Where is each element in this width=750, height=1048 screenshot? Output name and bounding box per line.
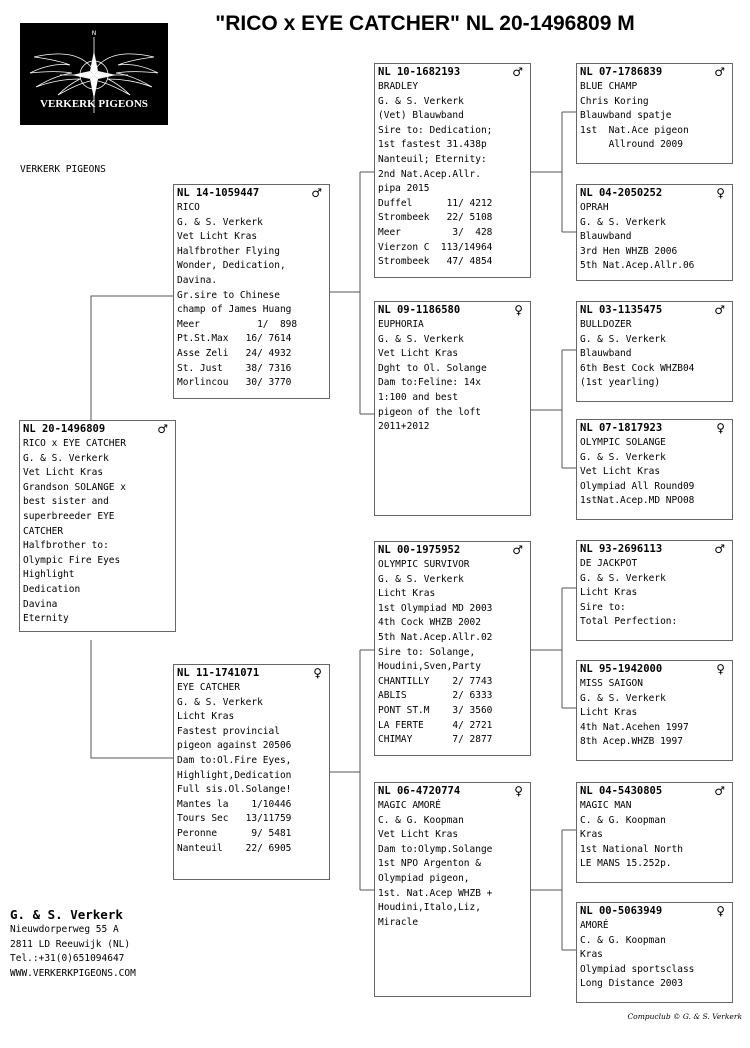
card-line: Licht Kras [177,711,235,723]
card-line: Highlight,Dedication [177,769,292,781]
card-line: G. & S. Verkerk [580,216,666,228]
card-line: G. & S. Verkerk [378,95,464,107]
card-line: St. Just 38/ 7316 [177,362,292,374]
card-line: Dam to:Olymp.Solange [378,843,493,855]
card-line: BLUE CHAMP [580,81,638,92]
card-line: Allround 2009 [580,139,683,151]
pigeon-card-sire [173,184,330,399]
male-icon: ♂ [714,303,725,317]
address-city: 2811 LD Reeuwijk (NL) [10,938,131,950]
card-line: Sire to: Solange, [378,646,476,658]
card-line: Dedication [23,583,81,595]
card-line: Duffel 11/ 4212 [378,197,493,209]
address-street: Nieuwdorperweg 55 A [10,924,119,935]
male-icon: ♂ [512,543,523,557]
female-icon: ♀ [716,662,725,676]
page-title: "RICO x EYE CATCHER" NL 20-1496809 M [215,12,635,35]
male-icon: ♂ [157,422,168,436]
card-line: Peronne 9/ 5481 [177,827,292,839]
card-line: Halfbrother to: [23,540,109,552]
card-line: C. & G. Koopman [580,814,666,826]
pigeon-card-dam [173,664,330,880]
card-line: Vet Licht Kras [378,829,459,841]
pigeon-card-dds [576,782,733,883]
card-line: EUPHORIA [378,319,424,330]
card-line: Olympiad sportsclass [580,963,695,975]
card-line: Long Distance 2003 [580,978,683,990]
card-line: Dght to Ol. Solange [378,362,487,374]
card-line: Licht Kras [580,587,638,599]
card-line: Eternity [23,613,69,625]
card-line: PONT ST.M 3/ 3560 [378,704,493,716]
female-icon: ♀ [716,904,725,918]
card-line: CHANTILLY 2/ 7743 [378,675,493,687]
card-line: G. & S. Verkerk [177,216,263,228]
card-line: Sire to: [580,601,626,613]
card-line: Strombeek 47/ 4854 [378,256,493,268]
card-line: 1st fastest 31.438p [378,139,487,151]
card-line: G. & S. Verkerk [580,333,666,345]
card-line: Nanteuil 22/ 6905 [177,842,292,854]
card-line: 2011+2012 [378,421,430,433]
card-line: MISS SAIGON [580,678,643,689]
svg-text:N: N [91,30,97,37]
card-line: Halfbrother Flying [177,245,280,257]
card-line: Blauwband spatje [580,110,672,122]
pigeon-card-sdd [576,419,733,520]
card-line: pigeon against 20506 [177,740,292,752]
card-line: 1:100 and best [378,391,459,403]
pigeon-card-dss [576,540,733,641]
card-line: LE MANS 15.252p. [580,858,672,870]
card-line: G. & S. Verkerk [580,572,666,584]
card-line: EYE CATCHER [177,682,240,693]
ring-number: NL 04-2050252 [580,187,663,199]
male-icon: ♂ [714,65,725,79]
card-line: Nanteuil; Eternity: [378,153,487,165]
card-line: MAGIC AMORÉ [378,800,441,811]
card-line: Sire to: Dedication; [378,124,493,136]
male-icon: ♂ [512,65,523,79]
card-line: Strombeek 22/ 5108 [378,212,493,224]
card-line: 2nd Nat.Acep.Allr. [378,168,481,180]
card-line: Houdini,Italo,Liz, [378,902,481,914]
card-line: Vet Licht Kras [23,467,104,479]
address-block [10,906,136,981]
card-line: superbreeder EYE [23,510,115,522]
card-line: Grandson SOLANGE x [23,481,126,493]
loft-name: VERKERK PIGEONS [20,164,106,175]
card-line: 6th Best Cock WHZB04 [580,362,695,374]
card-line: Dam to:Feline: 14x [378,377,481,389]
card-line: 5th Nat.Acep.Allr.06 [580,260,695,272]
ring-number: NL 06-4720774 [378,785,461,797]
male-icon: ♂ [714,542,725,556]
pigeon-card-sss [576,63,733,164]
card-line: G. & S. Verkerk [378,333,464,345]
card-line: Asse Zeli 24/ 4932 [177,347,292,359]
card-line: MAGIC MAN [580,800,632,811]
ring-number: NL 14-1059447 [177,187,260,199]
card-line: Miracle [378,916,419,928]
card-line: G. & S. Verkerk [378,573,464,585]
pigeon-card-dd [374,782,531,997]
ring-number: NL 03-1135475 [580,304,663,316]
pigeon-card-ddd [576,902,733,1003]
pigeon-card-ssd [576,184,733,281]
pigeon-card-sd [374,301,531,516]
pigeon-card-sds [576,301,733,402]
card-line: BRADLEY [378,81,419,92]
pigeon-card-ds [374,541,531,756]
card-line: Licht Kras [580,707,638,719]
card-line: G. & S. Verkerk [580,692,666,704]
card-line: Tours Sec 13/11759 [177,813,292,825]
card-line: Meer 1/ 898 [177,318,298,330]
card-line: Meer 3/ 428 [378,226,493,238]
card-line: Vierzon C 113/14964 [378,241,493,253]
card-line: Pt.St.Max 16/ 7614 [177,333,292,345]
card-line: BULLDOZER [580,319,632,330]
card-line: Vet Licht Kras [580,466,661,478]
card-line: Fastest provincial [177,725,280,737]
card-line: Davina [23,598,58,610]
ring-number: NL 10-1682193 [378,66,461,78]
card-line: 1st NPO Argenton & [378,858,481,870]
card-line: 1st National North [580,843,683,855]
owner-name: G. & S. Verkerk [10,907,123,922]
card-line: Kras [580,949,603,961]
card-line: pigeon of the loft [378,406,481,418]
male-icon: ♂ [311,186,322,200]
card-line: OLYMPIC SOLANGE [580,437,666,448]
card-line: champ of James Huang [177,304,292,316]
card-line: G. & S. Verkerk [177,696,263,708]
pigeon-card-subject [19,420,176,632]
card-line: Licht Kras [378,588,436,600]
card-line: 5th Nat.Acep.Allr.02 [378,631,493,643]
card-line: (Vet) Blauwband [378,110,464,122]
card-line: 8th Acep.WHZB 1997 [580,736,683,748]
card-line: Davina. [177,274,218,286]
card-line: RICO x EYE CATCHER [23,438,126,449]
address-phone: Tel.:+31(0)651094647 [10,953,125,965]
card-line: Vet Licht Kras [177,231,258,243]
card-line: Olympiad All Round09 [580,480,695,492]
card-line: 4th Cock WHZB 2002 [378,617,481,629]
card-line: Kras [580,829,603,841]
ring-number: NL 20-1496809 [23,423,106,435]
card-line: 4th Nat.Acehen 1997 [580,721,689,733]
ring-number: NL 11-1741071 [177,667,260,679]
card-line: Blauwband [580,231,632,243]
card-line: Chris Koring [580,95,649,107]
card-line: OPRAH [580,202,609,213]
card-line: Gr.sire to Chinese [177,289,280,301]
card-line: Wonder, Dedication, [177,260,286,272]
female-icon: ♀ [514,303,523,317]
card-line: best sister and [23,496,109,508]
ring-number: NL 04-5430805 [580,785,663,797]
male-icon: ♂ [714,784,725,798]
card-line: G. & S. Verkerk [580,451,666,463]
female-icon: ♀ [313,666,322,680]
card-line: (1st yearling) [580,377,661,389]
card-line: Mantes la 1/10446 [177,798,292,810]
card-line: 1st Nat.Ace pigeon [580,124,689,136]
card-line: RICO [177,202,200,213]
card-line: Highlight [23,569,75,581]
card-line: DE JACKPOT [580,558,638,569]
card-line: 3rd Hen WHZB 2006 [580,245,678,257]
card-line: Morlincou 30/ 3770 [177,377,292,389]
female-icon: ♀ [716,186,725,200]
card-line: AMORÉ [580,920,609,931]
card-line: 1st Olympiad MD 2003 [378,602,493,614]
card-line: LA FERTE 4/ 2721 [378,719,493,731]
card-line: OLYMPIC SURVIVOR [378,559,470,570]
card-line: G. & S. Verkerk [23,452,109,464]
ring-number: NL 00-5063949 [580,905,663,917]
ring-number: NL 07-1786839 [580,66,663,78]
card-line: Olympiad pigeon, [378,872,470,884]
female-icon: ♀ [514,784,523,798]
ring-number: NL 95-1942000 [580,663,663,675]
address-web: WWW.VERKERKPIGEONS.COM [10,967,136,979]
female-icon: ♀ [716,421,725,435]
card-line: Olympic Fire Eyes [23,554,121,566]
card-line: Houdini,Sven,Party [378,661,481,673]
ring-number: NL 93-2696113 [580,543,663,555]
card-line: ABLIS 2/ 6333 [378,690,493,702]
ring-number: NL 00-1975952 [378,544,461,556]
card-line: 1st. Nat.Acep WHZB + [378,887,493,899]
card-line: C. & G. Koopman [580,934,666,946]
card-line: pipa 2015 [378,183,430,195]
card-line: Vet Licht Kras [378,348,459,360]
card-line: CATCHER [23,525,64,537]
card-line: C. & G. Koopman [378,814,464,826]
card-line: 1stNat.Acep.MD NPO08 [580,495,695,507]
pigeon-card-dsd [576,660,733,761]
card-line: Dam to:Ol.Fire Eyes, [177,754,292,766]
card-line: Full sis.Ol.Solange! [177,784,292,796]
footer-credit: Compuclub © G. & S. Verkerk [627,1012,742,1021]
ring-number: NL 07-1817923 [580,422,663,434]
ring-number: NL 09-1186580 [378,304,461,316]
logo-text: VERKERK PIGEONS [40,98,148,110]
card-line: CHIMAY 7/ 2877 [378,734,493,746]
pigeon-card-ss [374,63,531,278]
card-line: Total Perfection: [580,616,678,628]
card-line: Blauwband [580,348,632,360]
